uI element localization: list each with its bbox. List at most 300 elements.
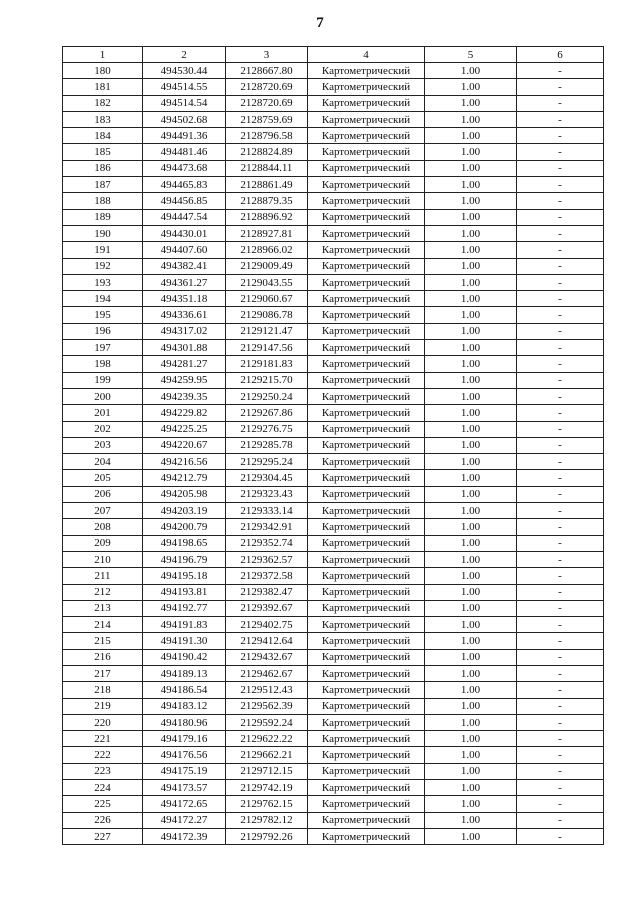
table-row <box>63 307 604 323</box>
column-header-6: 6 <box>517 47 604 63</box>
table-row <box>63 209 604 225</box>
accuracy-cell: 1.00 <box>425 63 517 79</box>
point-number-cell: 196 <box>63 323 143 339</box>
method-cell: Картометрический <box>308 747 425 763</box>
point-number-cell: 214 <box>63 617 143 633</box>
table-row <box>63 714 604 730</box>
note-cell: - <box>517 828 604 844</box>
y-coordinate-cell: 2129592.24 <box>226 714 308 730</box>
table-header <box>63 47 604 63</box>
note-cell: - <box>517 405 604 421</box>
y-coordinate-cell: 2129285.78 <box>226 437 308 453</box>
point-number-cell: 202 <box>63 421 143 437</box>
point-number-cell: 227 <box>63 828 143 844</box>
column-header-4: 4 <box>308 47 425 63</box>
y-coordinate-cell: 2129295.24 <box>226 454 308 470</box>
method-cell: Картометрический <box>308 682 425 698</box>
note-cell: - <box>517 519 604 535</box>
note-cell: - <box>517 584 604 600</box>
note-cell: - <box>517 682 604 698</box>
note-cell: - <box>517 209 604 225</box>
point-number-cell: 223 <box>63 763 143 779</box>
x-coordinate-cell: 494491.36 <box>143 128 226 144</box>
table-row <box>63 731 604 747</box>
accuracy-cell: 1.00 <box>425 111 517 127</box>
table-row <box>63 470 604 486</box>
accuracy-cell: 1.00 <box>425 307 517 323</box>
y-coordinate-cell: 2129512.43 <box>226 682 308 698</box>
y-coordinate-cell: 2128844.11 <box>226 160 308 176</box>
accuracy-cell: 1.00 <box>425 486 517 502</box>
note-cell: - <box>517 160 604 176</box>
table-row <box>63 617 604 633</box>
table-row <box>63 144 604 160</box>
method-cell: Картометрический <box>308 698 425 714</box>
table-row <box>63 323 604 339</box>
accuracy-cell: 1.00 <box>425 519 517 535</box>
method-cell: Картометрический <box>308 584 425 600</box>
table-row <box>63 519 604 535</box>
header-row <box>63 47 604 63</box>
accuracy-cell: 1.00 <box>425 421 517 437</box>
point-number-cell: 203 <box>63 437 143 453</box>
table-row <box>63 796 604 812</box>
accuracy-cell: 1.00 <box>425 372 517 388</box>
accuracy-cell: 1.00 <box>425 177 517 193</box>
point-number-cell: 217 <box>63 665 143 681</box>
point-number-cell: 183 <box>63 111 143 127</box>
note-cell: - <box>517 193 604 209</box>
accuracy-cell: 1.00 <box>425 209 517 225</box>
y-coordinate-cell: 2129782.12 <box>226 812 308 828</box>
table-row <box>63 633 604 649</box>
y-coordinate-cell: 2129382.47 <box>226 584 308 600</box>
accuracy-cell: 1.00 <box>425 388 517 404</box>
accuracy-cell: 1.00 <box>425 600 517 616</box>
table-row <box>63 340 604 356</box>
note-cell: - <box>517 551 604 567</box>
point-number-cell: 186 <box>63 160 143 176</box>
note-cell: - <box>517 372 604 388</box>
x-coordinate-cell: 494176.56 <box>143 747 226 763</box>
x-coordinate-cell: 494239.35 <box>143 388 226 404</box>
y-coordinate-cell: 2128896.92 <box>226 209 308 225</box>
column-header-5: 5 <box>425 47 517 63</box>
method-cell: Картометрический <box>308 372 425 388</box>
table-row <box>63 356 604 372</box>
note-cell: - <box>517 356 604 372</box>
x-coordinate-cell: 494195.18 <box>143 568 226 584</box>
table-row <box>63 193 604 209</box>
x-coordinate-cell: 494225.25 <box>143 421 226 437</box>
accuracy-cell: 1.00 <box>425 584 517 600</box>
accuracy-cell: 1.00 <box>425 535 517 551</box>
y-coordinate-cell: 2129333.14 <box>226 503 308 519</box>
y-coordinate-cell: 2129712.15 <box>226 763 308 779</box>
method-cell: Картометрический <box>308 600 425 616</box>
note-cell: - <box>517 698 604 714</box>
table-row <box>63 242 604 258</box>
y-coordinate-cell: 2128824.89 <box>226 144 308 160</box>
accuracy-cell: 1.00 <box>425 225 517 241</box>
note-cell: - <box>517 340 604 356</box>
x-coordinate-cell: 494205.98 <box>143 486 226 502</box>
point-number-cell: 213 <box>63 600 143 616</box>
method-cell: Картометрический <box>308 144 425 160</box>
note-cell: - <box>517 258 604 274</box>
accuracy-cell: 1.00 <box>425 340 517 356</box>
note-cell: - <box>517 144 604 160</box>
point-number-cell: 215 <box>63 633 143 649</box>
x-coordinate-cell: 494514.55 <box>143 79 226 95</box>
x-coordinate-cell: 494179.16 <box>143 731 226 747</box>
note-cell: - <box>517 111 604 127</box>
point-number-cell: 182 <box>63 95 143 111</box>
point-number-cell: 191 <box>63 242 143 258</box>
accuracy-cell: 1.00 <box>425 665 517 681</box>
table-row <box>63 258 604 274</box>
x-coordinate-cell: 494173.57 <box>143 780 226 796</box>
note-cell: - <box>517 454 604 470</box>
point-number-cell: 180 <box>63 63 143 79</box>
method-cell: Картометрический <box>308 649 425 665</box>
accuracy-cell: 1.00 <box>425 682 517 698</box>
x-coordinate-cell: 494502.68 <box>143 111 226 127</box>
x-coordinate-cell: 494514.54 <box>143 95 226 111</box>
table-row <box>63 437 604 453</box>
method-cell: Картометрический <box>308 307 425 323</box>
table-row <box>63 503 604 519</box>
table-row <box>63 649 604 665</box>
y-coordinate-cell: 2128720.69 <box>226 95 308 111</box>
note-cell: - <box>517 649 604 665</box>
method-cell: Картометрический <box>308 258 425 274</box>
x-coordinate-cell: 494196.79 <box>143 551 226 567</box>
table-row <box>63 63 604 79</box>
table-row <box>63 698 604 714</box>
x-coordinate-cell: 494382.41 <box>143 258 226 274</box>
note-cell: - <box>517 437 604 453</box>
table-row <box>63 177 604 193</box>
accuracy-cell: 1.00 <box>425 731 517 747</box>
method-cell: Картометрический <box>308 111 425 127</box>
accuracy-cell: 1.00 <box>425 812 517 828</box>
x-coordinate-cell: 494351.18 <box>143 291 226 307</box>
accuracy-cell: 1.00 <box>425 95 517 111</box>
table-row <box>63 682 604 698</box>
table-row <box>63 111 604 127</box>
x-coordinate-cell: 494216.56 <box>143 454 226 470</box>
point-number-cell: 210 <box>63 551 143 567</box>
table-row <box>63 454 604 470</box>
x-coordinate-cell: 494172.27 <box>143 812 226 828</box>
column-header-1: 1 <box>63 47 143 63</box>
x-coordinate-cell: 494186.54 <box>143 682 226 698</box>
x-coordinate-cell: 494190.42 <box>143 649 226 665</box>
accuracy-cell: 1.00 <box>425 551 517 567</box>
method-cell: Картометрический <box>308 274 425 290</box>
method-cell: Картометрический <box>308 714 425 730</box>
note-cell: - <box>517 665 604 681</box>
x-coordinate-cell: 494361.27 <box>143 274 226 290</box>
point-number-cell: 205 <box>63 470 143 486</box>
method-cell: Картометрический <box>308 519 425 535</box>
x-coordinate-cell: 494430.01 <box>143 225 226 241</box>
x-coordinate-cell: 494317.02 <box>143 323 226 339</box>
accuracy-cell: 1.00 <box>425 144 517 160</box>
accuracy-cell: 1.00 <box>425 193 517 209</box>
note-cell: - <box>517 763 604 779</box>
y-coordinate-cell: 2129662.21 <box>226 747 308 763</box>
method-cell: Картометрический <box>308 486 425 502</box>
method-cell: Картометрический <box>308 731 425 747</box>
point-number-cell: 188 <box>63 193 143 209</box>
x-coordinate-cell: 494336.61 <box>143 307 226 323</box>
y-coordinate-cell: 2129372.58 <box>226 568 308 584</box>
x-coordinate-cell: 494191.30 <box>143 633 226 649</box>
table-row <box>63 780 604 796</box>
note-cell: - <box>517 421 604 437</box>
note-cell: - <box>517 747 604 763</box>
point-number-cell: 187 <box>63 177 143 193</box>
y-coordinate-cell: 2128927.81 <box>226 225 308 241</box>
accuracy-cell: 1.00 <box>425 568 517 584</box>
y-coordinate-cell: 2129762.15 <box>226 796 308 812</box>
x-coordinate-cell: 494301.88 <box>143 340 226 356</box>
accuracy-cell: 1.00 <box>425 79 517 95</box>
y-coordinate-cell: 2129402.75 <box>226 617 308 633</box>
table-row <box>63 274 604 290</box>
point-number-cell: 197 <box>63 340 143 356</box>
accuracy-cell: 1.00 <box>425 698 517 714</box>
method-cell: Картометрический <box>308 617 425 633</box>
y-coordinate-cell: 2129181.83 <box>226 356 308 372</box>
note-cell: - <box>517 63 604 79</box>
accuracy-cell: 1.00 <box>425 437 517 453</box>
table-row <box>63 388 604 404</box>
table-body <box>63 63 604 845</box>
note-cell: - <box>517 177 604 193</box>
method-cell: Картометрический <box>308 388 425 404</box>
method-cell: Картометрический <box>308 665 425 681</box>
point-number-cell: 195 <box>63 307 143 323</box>
table-row <box>63 128 604 144</box>
point-number-cell: 194 <box>63 291 143 307</box>
table-row <box>63 535 604 551</box>
accuracy-cell: 1.00 <box>425 242 517 258</box>
column-header-3: 3 <box>226 47 308 63</box>
note-cell: - <box>517 796 604 812</box>
x-coordinate-cell: 494203.19 <box>143 503 226 519</box>
table-row <box>63 747 604 763</box>
y-coordinate-cell: 2128720.69 <box>226 79 308 95</box>
table-row <box>63 584 604 600</box>
note-cell: - <box>517 535 604 551</box>
x-coordinate-cell: 494447.54 <box>143 209 226 225</box>
y-coordinate-cell: 2128759.69 <box>226 111 308 127</box>
table-row <box>63 405 604 421</box>
x-coordinate-cell: 494193.81 <box>143 584 226 600</box>
note-cell: - <box>517 225 604 241</box>
y-coordinate-cell: 2129432.67 <box>226 649 308 665</box>
note-cell: - <box>517 291 604 307</box>
page-number: 7 <box>316 15 324 31</box>
method-cell: Картометрический <box>308 454 425 470</box>
y-coordinate-cell: 2129622.22 <box>226 731 308 747</box>
accuracy-cell: 1.00 <box>425 274 517 290</box>
point-number-cell: 185 <box>63 144 143 160</box>
point-number-cell: 206 <box>63 486 143 502</box>
x-coordinate-cell: 494220.67 <box>143 437 226 453</box>
accuracy-cell: 1.00 <box>425 633 517 649</box>
x-coordinate-cell: 494192.77 <box>143 600 226 616</box>
x-coordinate-cell: 494259.95 <box>143 372 226 388</box>
x-coordinate-cell: 494212.79 <box>143 470 226 486</box>
accuracy-cell: 1.00 <box>425 780 517 796</box>
x-coordinate-cell: 494473.68 <box>143 160 226 176</box>
method-cell: Картометрический <box>308 421 425 437</box>
method-cell: Картометрический <box>308 95 425 111</box>
method-cell: Картометрический <box>308 568 425 584</box>
note-cell: - <box>517 470 604 486</box>
table-row <box>63 812 604 828</box>
note-cell: - <box>517 128 604 144</box>
point-number-cell: 199 <box>63 372 143 388</box>
point-number-cell: 218 <box>63 682 143 698</box>
method-cell: Картометрический <box>308 323 425 339</box>
note-cell: - <box>517 812 604 828</box>
table-row <box>63 95 604 111</box>
method-cell: Картометрический <box>308 551 425 567</box>
x-coordinate-cell: 494175.19 <box>143 763 226 779</box>
y-coordinate-cell: 2129121.47 <box>226 323 308 339</box>
accuracy-cell: 1.00 <box>425 747 517 763</box>
method-cell: Картометрический <box>308 437 425 453</box>
note-cell: - <box>517 242 604 258</box>
y-coordinate-cell: 2129267.86 <box>226 405 308 421</box>
y-coordinate-cell: 2129392.67 <box>226 600 308 616</box>
note-cell: - <box>517 95 604 111</box>
y-coordinate-cell: 2129250.24 <box>226 388 308 404</box>
note-cell: - <box>517 714 604 730</box>
point-number-cell: 208 <box>63 519 143 535</box>
table-row <box>63 763 604 779</box>
point-number-cell: 207 <box>63 503 143 519</box>
x-coordinate-cell: 494198.65 <box>143 535 226 551</box>
method-cell: Картометрический <box>308 763 425 779</box>
point-number-cell: 225 <box>63 796 143 812</box>
y-coordinate-cell: 2129276.75 <box>226 421 308 437</box>
method-cell: Картометрический <box>308 405 425 421</box>
note-cell: - <box>517 388 604 404</box>
note-cell: - <box>517 486 604 502</box>
point-number-cell: 190 <box>63 225 143 241</box>
point-number-cell: 204 <box>63 454 143 470</box>
point-number-cell: 192 <box>63 258 143 274</box>
table-row <box>63 421 604 437</box>
y-coordinate-cell: 2129562.39 <box>226 698 308 714</box>
table-row <box>63 486 604 502</box>
method-cell: Картометрический <box>308 503 425 519</box>
note-cell: - <box>517 307 604 323</box>
note-cell: - <box>517 274 604 290</box>
y-coordinate-cell: 2129792.26 <box>226 828 308 844</box>
method-cell: Картометрический <box>308 225 425 241</box>
note-cell: - <box>517 503 604 519</box>
x-coordinate-cell: 494200.79 <box>143 519 226 535</box>
point-number-cell: 201 <box>63 405 143 421</box>
method-cell: Картометрический <box>308 209 425 225</box>
point-number-cell: 184 <box>63 128 143 144</box>
y-coordinate-cell: 2128667.80 <box>226 63 308 79</box>
y-coordinate-cell: 2128966.02 <box>226 242 308 258</box>
method-cell: Картометрический <box>308 193 425 209</box>
table-row <box>63 372 604 388</box>
y-coordinate-cell: 2128796.58 <box>226 128 308 144</box>
note-cell: - <box>517 568 604 584</box>
point-number-cell: 189 <box>63 209 143 225</box>
method-cell: Картометрический <box>308 79 425 95</box>
point-number-cell: 212 <box>63 584 143 600</box>
accuracy-cell: 1.00 <box>425 503 517 519</box>
y-coordinate-cell: 2128861.49 <box>226 177 308 193</box>
y-coordinate-cell: 2129060.67 <box>226 291 308 307</box>
point-number-cell: 220 <box>63 714 143 730</box>
x-coordinate-cell: 494481.46 <box>143 144 226 160</box>
y-coordinate-cell: 2129215.70 <box>226 372 308 388</box>
point-number-cell: 224 <box>63 780 143 796</box>
method-cell: Картометрический <box>308 128 425 144</box>
method-cell: Картометрический <box>308 356 425 372</box>
method-cell: Картометрический <box>308 340 425 356</box>
point-number-cell: 222 <box>63 747 143 763</box>
x-coordinate-cell: 494183.12 <box>143 698 226 714</box>
method-cell: Картометрический <box>308 242 425 258</box>
y-coordinate-cell: 2129323.43 <box>226 486 308 502</box>
x-coordinate-cell: 494281.27 <box>143 356 226 372</box>
accuracy-cell: 1.00 <box>425 796 517 812</box>
accuracy-cell: 1.00 <box>425 258 517 274</box>
accuracy-cell: 1.00 <box>425 356 517 372</box>
note-cell: - <box>517 780 604 796</box>
x-coordinate-cell: 494229.82 <box>143 405 226 421</box>
method-cell: Картометрический <box>308 812 425 828</box>
point-number-cell: 216 <box>63 649 143 665</box>
point-number-cell: 219 <box>63 698 143 714</box>
method-cell: Картометрический <box>308 796 425 812</box>
y-coordinate-cell: 2129362.57 <box>226 551 308 567</box>
method-cell: Картометрический <box>308 535 425 551</box>
method-cell: Картометрический <box>308 470 425 486</box>
method-cell: Картометрический <box>308 291 425 307</box>
note-cell: - <box>517 79 604 95</box>
method-cell: Картометрический <box>308 633 425 649</box>
note-cell: - <box>517 323 604 339</box>
point-number-cell: 200 <box>63 388 143 404</box>
point-number-cell: 193 <box>63 274 143 290</box>
accuracy-cell: 1.00 <box>425 649 517 665</box>
coordinates-table <box>62 46 604 845</box>
accuracy-cell: 1.00 <box>425 405 517 421</box>
y-coordinate-cell: 2128879.35 <box>226 193 308 209</box>
x-coordinate-cell: 494530.44 <box>143 63 226 79</box>
x-coordinate-cell: 494191.83 <box>143 617 226 633</box>
y-coordinate-cell: 2129086.78 <box>226 307 308 323</box>
table-row <box>63 568 604 584</box>
y-coordinate-cell: 2129009.49 <box>226 258 308 274</box>
x-coordinate-cell: 494407.60 <box>143 242 226 258</box>
table-row <box>63 291 604 307</box>
